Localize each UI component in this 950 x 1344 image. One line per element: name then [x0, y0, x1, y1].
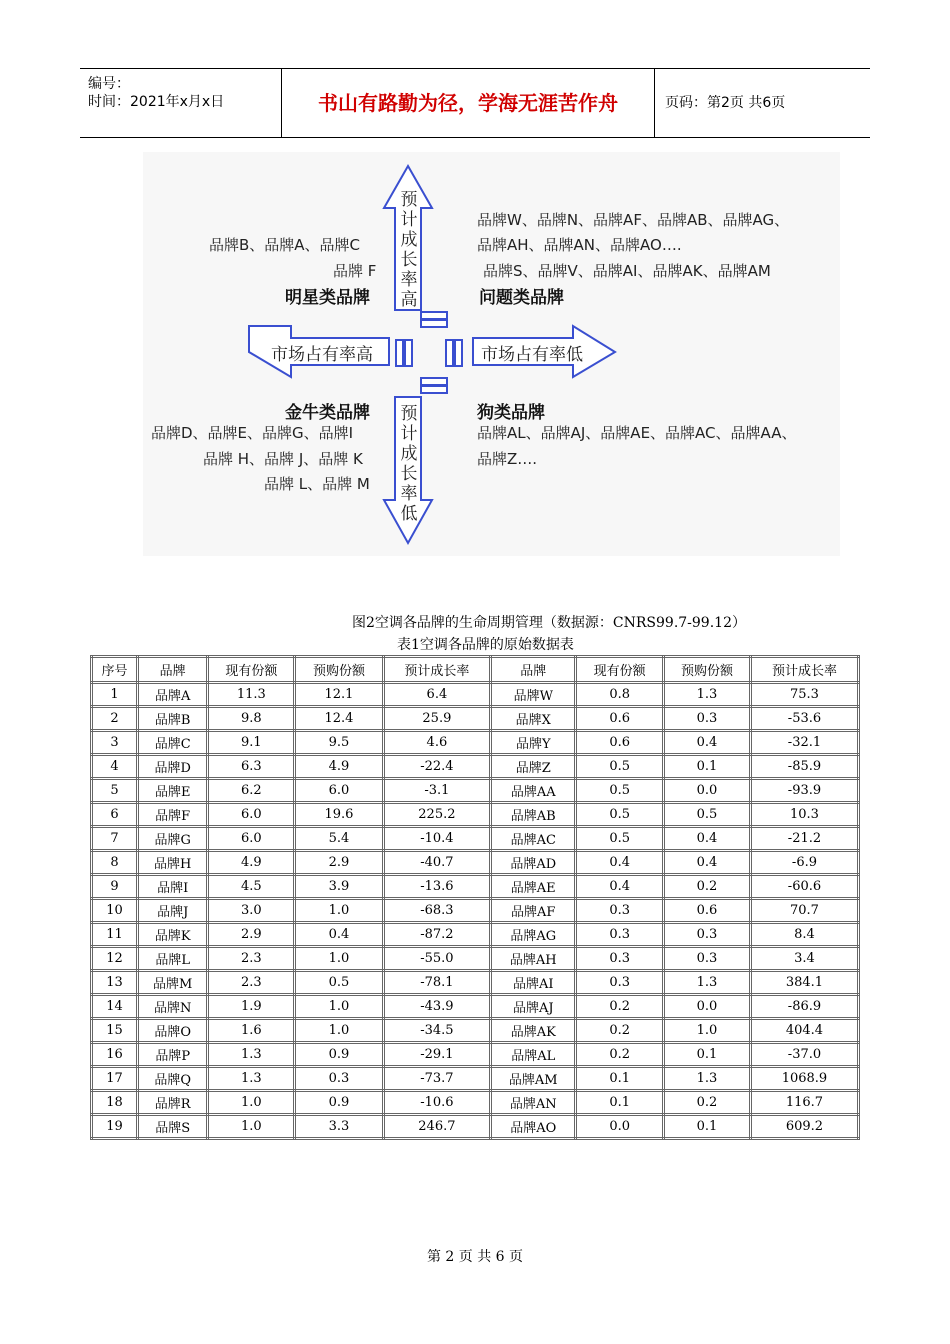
date-label: 时间：2021年x月x日	[88, 94, 225, 110]
table-cell: 4.6	[383, 731, 491, 755]
table-cell: 0.8	[576, 683, 664, 707]
table-row	[92, 899, 859, 923]
page-footer: 第 2 页 共 6 页	[426, 1249, 524, 1265]
table-row	[92, 1091, 859, 1115]
table-caption: 表1空调各品牌的原始数据表	[397, 637, 574, 653]
table-row	[92, 707, 859, 731]
table-cell: 0.9	[295, 1091, 383, 1115]
table-cell: 品牌Q	[138, 1067, 208, 1091]
table-cell: 0.5	[576, 755, 664, 779]
table-cell: 15	[92, 1019, 138, 1043]
table-cell: 1	[92, 683, 138, 707]
table-cell: 0.3	[295, 1067, 383, 1091]
table-cell: 4.5	[208, 875, 295, 899]
axis-label-right: 市场占有率低	[481, 345, 583, 365]
table-cell: 5	[92, 779, 138, 803]
table-cell: -37.0	[750, 1043, 858, 1067]
table-cell: 0.3	[576, 947, 664, 971]
table-cell: 6.0	[295, 779, 383, 803]
table-cell: 17	[92, 1067, 138, 1091]
table-cell: 1.0	[295, 1019, 383, 1043]
table-cell: -6.9	[750, 851, 858, 875]
table-cell: 2	[92, 707, 138, 731]
question-brands-line: 品牌AH、品牌AN、品牌AO….	[477, 236, 682, 254]
table-cell: 品牌AD	[491, 851, 576, 875]
column-header: 品牌	[491, 657, 576, 683]
table-cell: 0.2	[576, 1019, 664, 1043]
table-row	[92, 755, 859, 779]
table-row	[92, 1043, 859, 1067]
bcg-matrix-diagram	[143, 152, 840, 556]
table-cell: 0.5	[576, 779, 664, 803]
table-cell: 0.1	[576, 1067, 664, 1091]
figure-caption: 图2空调各品牌的生命周期管理（数据源：CNRS99.7-99.12）	[352, 615, 746, 631]
table-cell: 品牌AM	[491, 1067, 576, 1091]
table-cell: 品牌K	[138, 923, 208, 947]
table-cell: 品牌H	[138, 851, 208, 875]
table-cell: -43.9	[383, 995, 491, 1019]
brand-data-table	[90, 655, 860, 1140]
table-cell: 225.2	[383, 803, 491, 827]
table-cell: 0.6	[576, 707, 664, 731]
table-cell: 2.3	[208, 947, 295, 971]
table-cell: 品牌AA	[491, 779, 576, 803]
table-cell: 1.0	[208, 1091, 295, 1115]
table-cell: 19	[92, 1115, 138, 1139]
center-block	[421, 312, 447, 319]
table-cell: 0.4	[664, 827, 751, 851]
table-cell: 6.0	[208, 827, 295, 851]
table-cell: 3	[92, 731, 138, 755]
table-cell: 1.0	[295, 947, 383, 971]
column-header: 现有份额	[576, 657, 664, 683]
table-cell: -87.2	[383, 923, 491, 947]
table-cell: 1.3	[664, 1067, 751, 1091]
cow-brands-line: 品牌 L、品牌 M	[264, 475, 370, 493]
table-cell: 品牌X	[491, 707, 576, 731]
table-row	[92, 971, 859, 995]
dog-brands-line: 品牌Z….	[477, 450, 538, 468]
table-cell: 品牌AL	[491, 1043, 576, 1067]
star-brands-line: 品牌 F	[333, 262, 377, 280]
table-cell: 9.5	[295, 731, 383, 755]
table-cell: 0.5	[295, 971, 383, 995]
table-row	[92, 1067, 859, 1091]
table-cell: 8	[92, 851, 138, 875]
table-cell: 18	[92, 1091, 138, 1115]
center-block	[421, 378, 447, 385]
table-cell: 0.3	[576, 923, 664, 947]
question-brands-line: 品牌W、品牌N、品牌AF、品牌AB、品牌AG、	[477, 211, 790, 229]
table-cell: 品牌C	[138, 731, 208, 755]
table-cell: 0.9	[295, 1043, 383, 1067]
dog-title: 狗类品牌	[477, 403, 545, 423]
table-cell: 0.6	[664, 899, 751, 923]
table-cell: 0.2	[576, 1043, 664, 1067]
table-cell: -60.6	[750, 875, 858, 899]
center-block	[396, 340, 403, 366]
center-block	[421, 320, 447, 327]
cow-brands-line: 品牌 H、品牌 J、品牌 K	[203, 450, 363, 468]
table-cell: 品牌Z	[491, 755, 576, 779]
table-row	[92, 1115, 859, 1139]
number-label: 编号：	[88, 76, 130, 92]
table-cell: 4.9	[208, 851, 295, 875]
table-cell: 3.9	[295, 875, 383, 899]
table-cell: 品牌D	[138, 755, 208, 779]
table-cell: 19.6	[295, 803, 383, 827]
table-cell: 11	[92, 923, 138, 947]
table-cell: 0.4	[576, 851, 664, 875]
center-block	[446, 340, 453, 366]
table-cell: 1.3	[664, 683, 751, 707]
table-cell: 6.4	[383, 683, 491, 707]
table-cell: 13	[92, 971, 138, 995]
table-cell: 5.4	[295, 827, 383, 851]
table-cell: -10.4	[383, 827, 491, 851]
table-cell: -93.9	[750, 779, 858, 803]
table-cell: 70.7	[750, 899, 858, 923]
table-cell: 7	[92, 827, 138, 851]
table-cell: 6	[92, 803, 138, 827]
table-cell: 1.0	[295, 899, 383, 923]
table-cell: 品牌AJ	[491, 995, 576, 1019]
table-cell: 品牌P	[138, 1043, 208, 1067]
table-row	[92, 1019, 859, 1043]
axis-label-bottom: 预计成长率低	[400, 404, 418, 524]
table-cell: 0.4	[664, 851, 751, 875]
table-cell: 0.3	[664, 923, 751, 947]
table-cell: 384.1	[750, 971, 858, 995]
table-cell: 4.9	[295, 755, 383, 779]
table-cell: -55.0	[383, 947, 491, 971]
center-block	[421, 386, 447, 393]
table-cell: -86.9	[750, 995, 858, 1019]
table-cell: 11.3	[208, 683, 295, 707]
header-meta	[80, 69, 280, 137]
table-cell: -29.1	[383, 1043, 491, 1067]
table-row	[92, 827, 859, 851]
table-cell: 12.4	[295, 707, 383, 731]
table-row	[92, 779, 859, 803]
table-cell: 0.1	[664, 755, 751, 779]
table-cell: 1.0	[208, 1115, 295, 1139]
table-cell: 12	[92, 947, 138, 971]
table-row	[92, 947, 859, 971]
table-cell: 0.1	[664, 1115, 751, 1139]
table-cell: -3.1	[383, 779, 491, 803]
table-cell: 0.2	[664, 1091, 751, 1115]
table-cell: -78.1	[383, 971, 491, 995]
table-cell: 2.9	[295, 851, 383, 875]
table-cell: 0.0	[576, 1115, 664, 1139]
table-cell: 0.5	[664, 803, 751, 827]
center-block	[405, 340, 412, 366]
table-cell: 6.3	[208, 755, 295, 779]
star-title: 明星类品牌	[285, 288, 370, 308]
table-row	[92, 923, 859, 947]
table-cell: 品牌M	[138, 971, 208, 995]
table-cell: 2.3	[208, 971, 295, 995]
table-cell: 品牌AO	[491, 1115, 576, 1139]
table-cell: 246.7	[383, 1115, 491, 1139]
table-cell: 1.3	[664, 971, 751, 995]
table-body	[92, 683, 859, 1139]
table-cell: 75.3	[750, 683, 858, 707]
table-cell: 品牌AN	[491, 1091, 576, 1115]
column-header: 预购份额	[664, 657, 751, 683]
table-cell: 6.2	[208, 779, 295, 803]
table-cell: 品牌R	[138, 1091, 208, 1115]
table-cell: 10	[92, 899, 138, 923]
table-cell: 品牌J	[138, 899, 208, 923]
table-cell: 品牌AE	[491, 875, 576, 899]
column-header: 现有份额	[208, 657, 295, 683]
center-block	[455, 340, 462, 366]
table-cell: 3.3	[295, 1115, 383, 1139]
column-header: 序号	[92, 657, 138, 683]
table-cell: -13.6	[383, 875, 491, 899]
table-cell: 0.3	[664, 947, 751, 971]
question-brands-line: 品牌S、品牌V、品牌AI、品牌AK、品牌AM	[483, 262, 771, 280]
table-row	[92, 731, 859, 755]
table-cell: 2.9	[208, 923, 295, 947]
table-cell: 0.5	[576, 803, 664, 827]
table-cell: 品牌O	[138, 1019, 208, 1043]
table-cell: 1.0	[664, 1019, 751, 1043]
table-cell: 品牌AF	[491, 899, 576, 923]
axis-label-top: 预计成长率高	[400, 190, 418, 310]
table-row	[92, 995, 859, 1019]
table-cell: 0.4	[295, 923, 383, 947]
table-cell: 品牌G	[138, 827, 208, 851]
table-cell: 0.4	[576, 875, 664, 899]
table-cell: 14	[92, 995, 138, 1019]
table-cell: 0.1	[664, 1043, 751, 1067]
header-motto: 书山有路勤为径，学海无涯苦作舟	[318, 91, 618, 115]
table-cell: 0.0	[664, 995, 751, 1019]
table-cell: 116.7	[750, 1091, 858, 1115]
table-cell: 9.1	[208, 731, 295, 755]
table-cell: 品牌AH	[491, 947, 576, 971]
dog-brands-line: 品牌AL、品牌AJ、品牌AE、品牌AC、品牌AA、	[477, 424, 797, 442]
header-page-label: 页码：第2页 共6页	[665, 95, 786, 111]
table-cell: 品牌AB	[491, 803, 576, 827]
table-cell: 0.1	[576, 1091, 664, 1115]
column-header: 品牌	[138, 657, 208, 683]
table-cell: 品牌I	[138, 875, 208, 899]
table-cell: 品牌N	[138, 995, 208, 1019]
page-header	[80, 68, 870, 138]
table-row	[92, 851, 859, 875]
table-cell: 1068.9	[750, 1067, 858, 1091]
table-cell: 0.4	[664, 731, 751, 755]
table-cell: 4	[92, 755, 138, 779]
table-cell: -10.6	[383, 1091, 491, 1115]
cow-brands-line: 品牌D、品牌E、品牌G、品牌I	[151, 424, 354, 442]
table-cell: 10.3	[750, 803, 858, 827]
table-cell: 品牌W	[491, 683, 576, 707]
cow-title: 金牛类品牌	[285, 403, 370, 423]
table-cell: 6.0	[208, 803, 295, 827]
axis-label-left: 市场占有率高	[271, 345, 373, 365]
table-cell: 品牌B	[138, 707, 208, 731]
table-cell: 9	[92, 875, 138, 899]
table-cell: 品牌S	[138, 1115, 208, 1139]
table-cell: 3.0	[208, 899, 295, 923]
table-cell: 品牌L	[138, 947, 208, 971]
table-cell: -32.1	[750, 731, 858, 755]
table-cell: 8.4	[750, 923, 858, 947]
table-cell: 0.2	[664, 875, 751, 899]
table-cell: 0.3	[664, 707, 751, 731]
table-cell: -34.5	[383, 1019, 491, 1043]
table-cell: 0.6	[576, 731, 664, 755]
question-title: 问题类品牌	[479, 288, 564, 308]
table-cell: 1.3	[208, 1067, 295, 1091]
table-cell: 609.2	[750, 1115, 858, 1139]
table-cell: 品牌AK	[491, 1019, 576, 1043]
table-cell: -85.9	[750, 755, 858, 779]
table-cell: 品牌AG	[491, 923, 576, 947]
table-row	[92, 875, 859, 899]
table-cell: 1.6	[208, 1019, 295, 1043]
table-cell: 0.3	[576, 899, 664, 923]
table-cell: 品牌AC	[491, 827, 576, 851]
table-cell: -21.2	[750, 827, 858, 851]
table-header-row	[92, 657, 859, 683]
table-cell: 0.2	[576, 995, 664, 1019]
table-cell: 1.9	[208, 995, 295, 1019]
star-brands-line: 品牌B、品牌A、品牌C	[209, 236, 361, 254]
table-cell: 25.9	[383, 707, 491, 731]
table-cell: -22.4	[383, 755, 491, 779]
table-cell: 品牌A	[138, 683, 208, 707]
table-cell: 品牌Y	[491, 731, 576, 755]
table-cell: 12.1	[295, 683, 383, 707]
table-cell: 品牌E	[138, 779, 208, 803]
column-header: 预计成长率	[750, 657, 858, 683]
table-cell: 0.0	[664, 779, 751, 803]
header-divider	[654, 69, 655, 137]
table-cell: 16	[92, 1043, 138, 1067]
table-cell: 品牌AI	[491, 971, 576, 995]
table-row	[92, 683, 859, 707]
table-cell: -53.6	[750, 707, 858, 731]
column-header: 预购份额	[295, 657, 383, 683]
table-cell: 404.4	[750, 1019, 858, 1043]
table-cell: -68.3	[383, 899, 491, 923]
table-cell: 1.3	[208, 1043, 295, 1067]
table-cell: -73.7	[383, 1067, 491, 1091]
table-cell: 3.4	[750, 947, 858, 971]
table-cell: 品牌F	[138, 803, 208, 827]
table-cell: 0.5	[576, 827, 664, 851]
table-cell: -40.7	[383, 851, 491, 875]
table-cell: 0.3	[576, 971, 664, 995]
table-cell: 1.0	[295, 995, 383, 1019]
table-cell: 9.8	[208, 707, 295, 731]
column-header: 预计成长率	[383, 657, 491, 683]
table-row	[92, 803, 859, 827]
